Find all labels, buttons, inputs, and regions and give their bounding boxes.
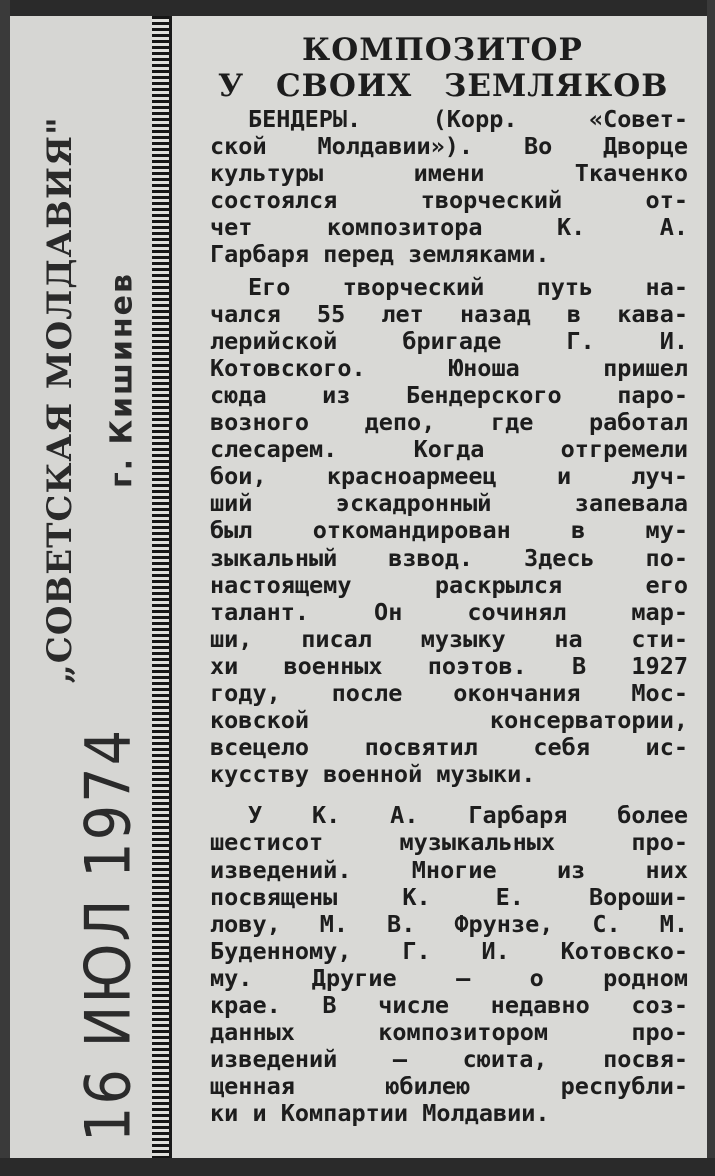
scan-border-bottom xyxy=(0,1158,715,1176)
article-body xyxy=(210,106,688,1127)
text-line: ковской консерватории, xyxy=(210,706,688,735)
text-line: хи военных поэтов. В 1927 xyxy=(210,651,688,680)
text-line: слесарем. Когда отгремели xyxy=(210,435,688,464)
text-line: данных композитором про- xyxy=(210,1018,688,1047)
text-line: лову, М. В. Фрунзе, С. М. xyxy=(210,909,688,938)
perforation-edge xyxy=(152,16,172,1158)
article xyxy=(210,24,688,1127)
text-line: изведений. Многие из них xyxy=(210,855,688,884)
text-line: ской Молдавии»). Во Дворце xyxy=(210,132,688,161)
headline-line-1: КОМПОЗИТОР xyxy=(302,32,583,68)
text-line: щенная юбилею республи- xyxy=(210,1072,688,1101)
text-line: культуры имени Ткаченко xyxy=(210,159,688,188)
text-line: му. Другие — о родном xyxy=(210,963,688,992)
scan-border-right xyxy=(707,0,715,1176)
text-line: ки и Компартии Молдавии. xyxy=(210,1099,550,1128)
text-line: Гарбаря перед земляками. xyxy=(210,240,550,269)
stamp-date: 16 ИЮЛ 1974 xyxy=(71,727,145,1143)
text-line: Его творческий путь на- xyxy=(248,272,688,301)
text-line: изведений — сюита, посвя- xyxy=(210,1045,688,1074)
text-line: зыкальный взвод. Здесь по- xyxy=(210,543,688,572)
headline-line-2: У СВОИХ ЗЕМЛЯКОВ xyxy=(218,68,669,104)
text-line: чался 55 лет назад в кава- xyxy=(210,299,688,328)
text-line: ши, писал музыку на сти- xyxy=(210,624,688,653)
article-paragraph xyxy=(210,106,688,269)
text-line: ший эскадронный запевала xyxy=(210,489,688,518)
text-line: посвящены К. Е. Вороши- xyxy=(210,882,688,911)
text-line: Котовского. Юноша пришел xyxy=(210,353,688,382)
article-paragraph xyxy=(210,274,688,789)
text-line: шестисот музыкальных про- xyxy=(210,828,688,857)
text-line: всецело посвятил себя ис- xyxy=(210,733,688,762)
text-line: году, после окончания Мос- xyxy=(210,678,688,707)
text-line: лерийской бригаде Г. И. xyxy=(210,326,688,355)
text-line: был откомандирован в му- xyxy=(210,516,688,545)
stamp-newspaper-name: „СОВЕТСКАЯ МОЛДАВИЯ" xyxy=(40,116,80,684)
text-line: состоялся творческий от- xyxy=(210,186,688,215)
text-line: настоящему раскрылся его xyxy=(210,570,688,599)
text-line: бои, красноармеец и луч- xyxy=(210,462,688,491)
text-line: БЕНДЕРЫ. (Корр. «Совет- xyxy=(248,105,688,133)
article-headline xyxy=(210,32,688,104)
scan-border-top xyxy=(0,0,715,16)
text-line: У К. А. Гарбаря более xyxy=(248,801,688,830)
text-line: сюда из Бендерского паро- xyxy=(210,380,688,409)
text-line: Буденному, Г. И. Котовско- xyxy=(210,936,688,965)
text-line: возного депо, где работал xyxy=(210,408,688,437)
text-line: талант. Он сочинял мар- xyxy=(210,597,688,626)
scan-border-left xyxy=(0,0,10,1176)
text-line: чет композитора К. А. xyxy=(210,213,688,242)
stamp-city: г. Кишинев xyxy=(104,272,140,488)
text-line: крае. В числе недавно соз- xyxy=(210,991,688,1019)
text-line: кусству военной музыки. xyxy=(210,760,536,789)
article-paragraph xyxy=(210,802,688,1127)
